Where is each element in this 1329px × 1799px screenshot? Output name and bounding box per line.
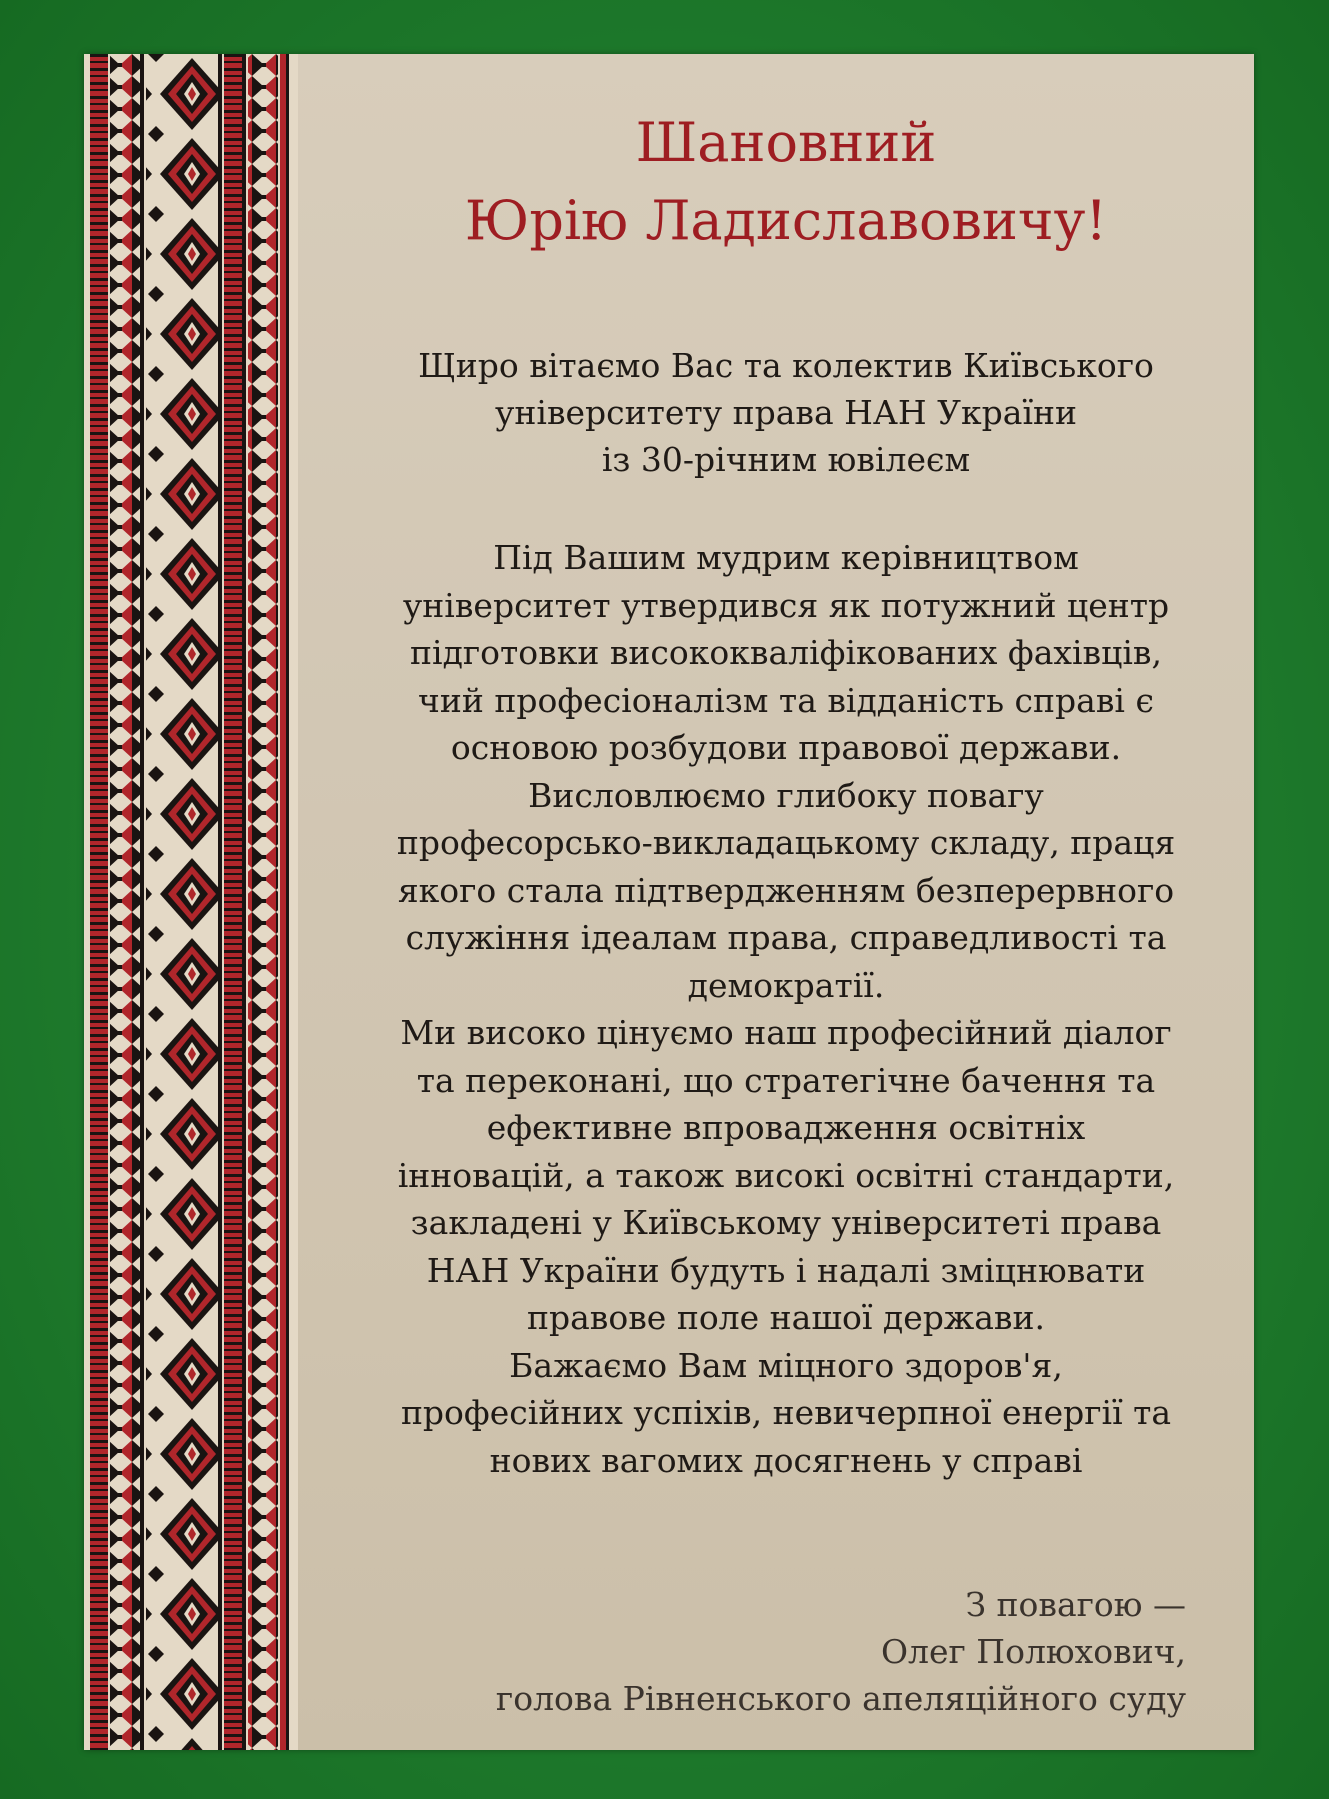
body-line: Під Вашим мудрим керівництвом (493, 538, 1079, 577)
ornament-right-zigzag (248, 54, 278, 1750)
signature-position: голова Рівненського апеляційного суду (495, 1679, 1186, 1718)
signature-name: Олег Полюхович, (880, 1632, 1186, 1671)
ornament-left-zigzag (110, 54, 140, 1750)
intro-line: із 30-річним ювілеєм (601, 440, 971, 479)
ornament-left-stripe (90, 54, 108, 1750)
body-line: демократії. (687, 965, 885, 1005)
intro-line: університету права НАН України (494, 393, 1077, 432)
letter-text-area (346, 54, 1226, 1750)
greeting-title-line2: Юрію Ладиславовичу! (464, 189, 1108, 252)
body-line: НАН України будуть і надалі зміцнювати (426, 1250, 1146, 1290)
intro-paragraph (346, 342, 1226, 483)
body-line: професорсько-викладацькому складу, праця (396, 823, 1176, 862)
body-line: закладені у Київському університеті права (410, 1203, 1162, 1242)
body-line: основою розбудови правової держави. (450, 728, 1122, 767)
body-line: якого стала підтвердженням безперервного (397, 870, 1175, 910)
greeting-title-line1: Шановний (635, 111, 937, 174)
greeting-title (346, 104, 1226, 260)
signature-closing: З повагою — (965, 1585, 1186, 1624)
body-line: університет утвердився як потужний центр (402, 585, 1170, 625)
embroidery-ornament (84, 54, 298, 1750)
body-line: чий професіоналізм та відданість справі є (418, 680, 1154, 720)
body-line: служіння ідеалам права, справедливості та (405, 918, 1167, 957)
greeting-card (84, 54, 1254, 1750)
ornament-right-stripe (224, 54, 242, 1750)
ornament-diamond-band (146, 54, 218, 1750)
body-line: нових вагомих досягнень у справі (489, 1440, 1083, 1480)
body-line: правове поле нашої держави. (526, 1298, 1045, 1337)
body-line: Висловлюємо глибоку повагу (528, 775, 1044, 815)
body-line: підготовки висококваліфікованих фахівців, (410, 633, 1162, 672)
body-line: інновацій, а також високі освітні стандарти, (397, 1155, 1175, 1195)
body-line: Бажаємо Вам міцного здоров'я, (509, 1345, 1063, 1385)
signature-block (386, 1581, 1186, 1722)
body-line: та переконані, що стратегічне бачення та (416, 1060, 1156, 1100)
body-line: Ми високо цінуємо наш професійний діалог (400, 1013, 1172, 1052)
body-paragraph (346, 534, 1226, 1484)
body-line: ефективне впровадження освітніх (486, 1108, 1086, 1147)
body-line: професійних успіхів, невичерпної енергії та (400, 1393, 1172, 1432)
intro-line: Щиро вітаємо Вас та колектив Київського (418, 346, 1154, 385)
